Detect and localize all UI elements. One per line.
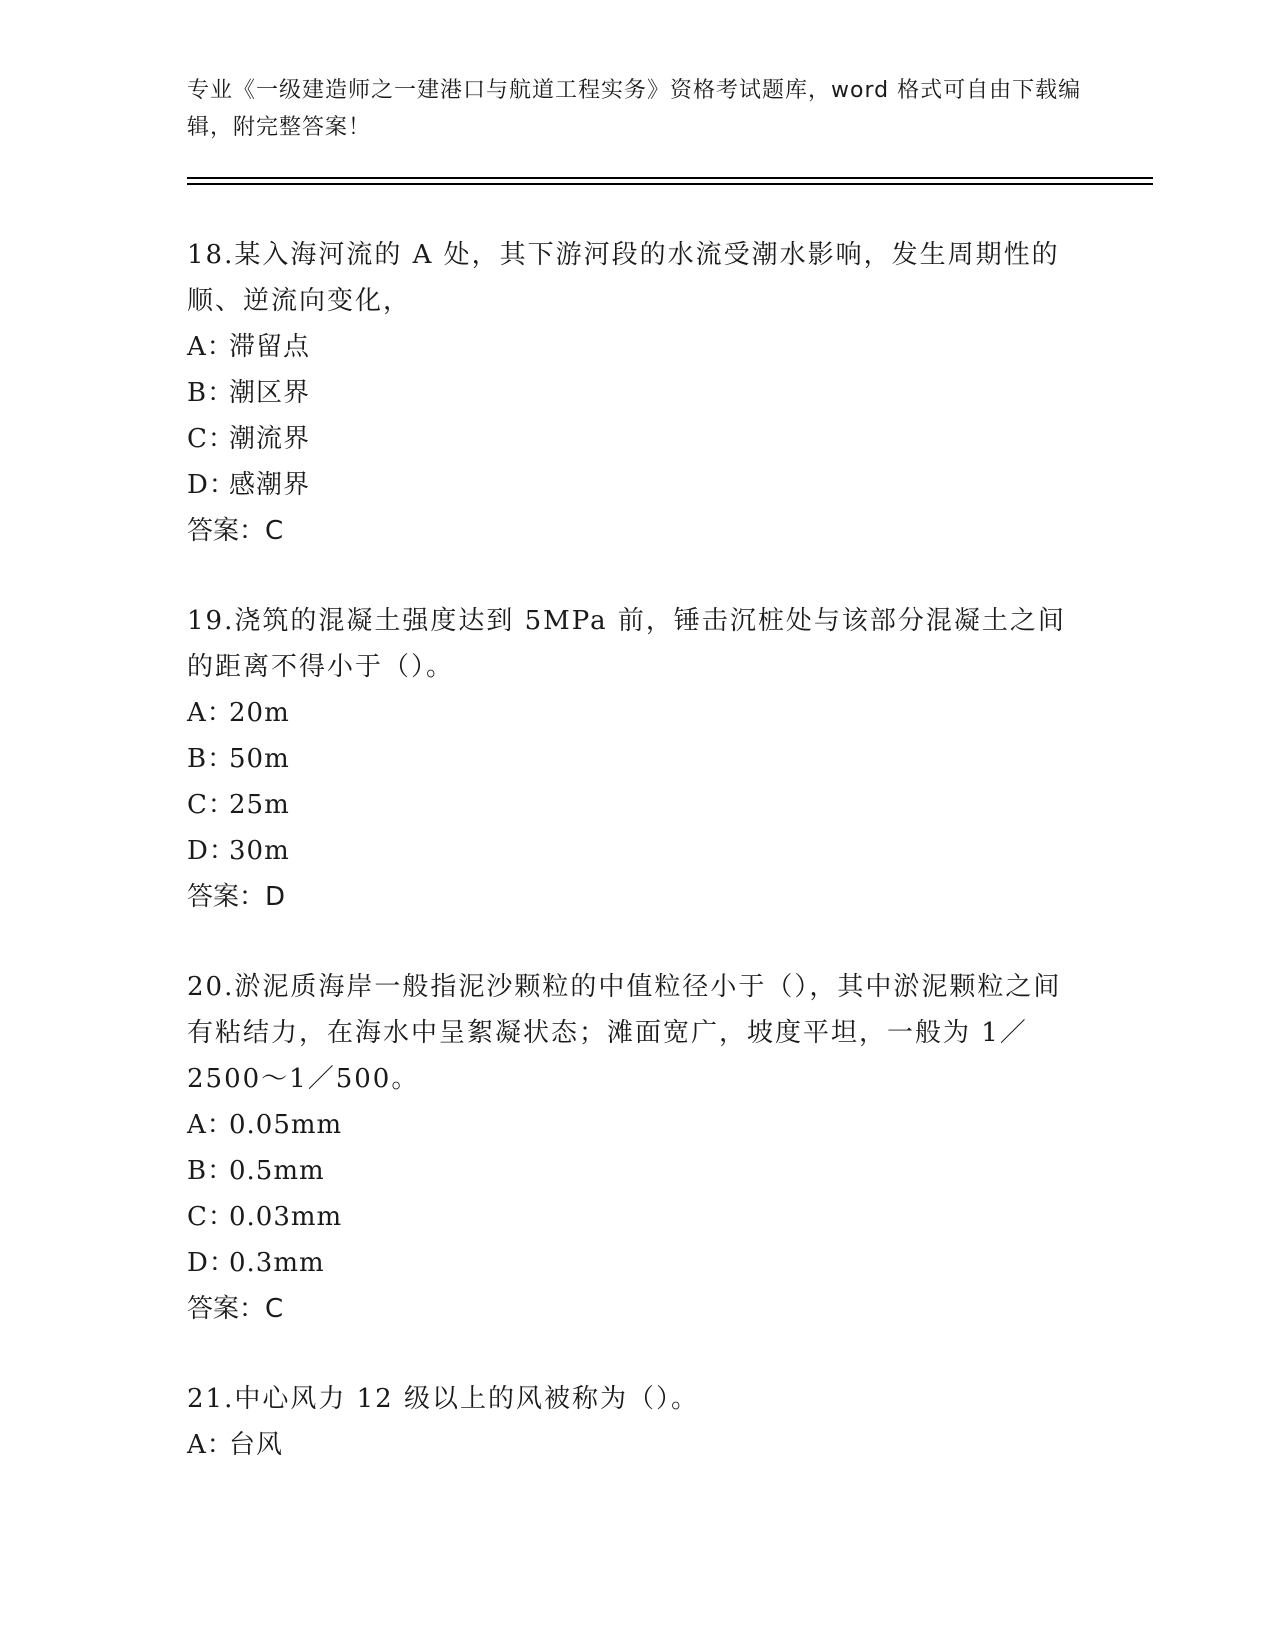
answer-line	[187, 508, 1087, 554]
question-stem: 20.淤泥质海岸一般指泥沙颗粒的中值粒径小于（），其中淤泥颗粒之间有粘结力，在海水中呈絮凝状态；滩面宽广，坡度平坦，一般为 1／2500～1／500。	[187, 972, 1062, 1094]
answer-prefix: 答案：	[187, 516, 266, 546]
option-text: 感潮界	[229, 470, 311, 500]
option-text: 0.5mm	[229, 1156, 325, 1186]
option-b	[187, 736, 1087, 782]
option-a	[187, 1102, 1087, 1148]
option-a	[187, 1422, 1087, 1468]
option-text: 0.05mm	[229, 1110, 343, 1140]
option-letter: C：	[187, 1202, 235, 1232]
option-text: 50m	[229, 744, 290, 774]
option-d	[187, 1240, 1087, 1286]
option-letter: A：	[187, 698, 234, 728]
question-stem: 18.某入海河流的 A 处，其下游河段的水流受潮水影响，发生周期性的顺、逆流向变化，	[187, 240, 1060, 316]
answer-value: C	[265, 1294, 284, 1324]
document-header	[187, 72, 1087, 146]
answer-line	[187, 1286, 1087, 1332]
question-stem: 19.浇筑的混凝土强度达到 5MPa 前，锤击沉桩处与该部分混凝土之间的距离不得小于（）。	[187, 606, 1066, 682]
option-text: 25m	[229, 790, 290, 820]
option-text: 台风	[229, 1430, 284, 1460]
option-d	[187, 828, 1087, 874]
option-text: 潮流界	[229, 424, 311, 454]
answer-value: C	[265, 516, 284, 546]
option-text: 20m	[229, 698, 290, 728]
header-rule-bottom	[187, 183, 1153, 185]
answer-prefix: 答案：	[187, 1294, 266, 1324]
option-c	[187, 782, 1087, 828]
option-letter: D：	[187, 1248, 236, 1278]
option-letter: A：	[187, 1110, 234, 1140]
question-18	[187, 232, 1087, 554]
answer-prefix: 答案：	[187, 882, 266, 912]
option-text: 滞留点	[229, 332, 311, 362]
option-letter: C：	[187, 424, 235, 454]
option-b	[187, 1148, 1087, 1194]
header-text: 专业《一级建造师之一建港口与航道工程实务》资格考试题库，word 格式可自由下载编辑，附完整答案！	[187, 78, 1082, 140]
option-text: 潮区界	[229, 378, 311, 408]
option-d	[187, 462, 1087, 508]
option-letter: D：	[187, 836, 236, 866]
answer-value: D	[265, 882, 286, 912]
option-letter: A：	[187, 1430, 234, 1460]
option-letter: B：	[187, 378, 235, 408]
option-text: 30m	[229, 836, 290, 866]
option-letter: B：	[187, 744, 235, 774]
option-letter: C：	[187, 790, 235, 820]
header-rule-top	[187, 177, 1153, 179]
option-b	[187, 370, 1087, 416]
option-text: 0.03mm	[229, 1202, 343, 1232]
option-letter: D：	[187, 470, 236, 500]
question-21	[187, 1376, 1087, 1468]
option-text: 0.3mm	[229, 1248, 325, 1278]
answer-line	[187, 874, 1087, 920]
option-a	[187, 690, 1087, 736]
question-list	[187, 232, 1087, 1512]
option-letter: B：	[187, 1156, 235, 1186]
option-c	[187, 1194, 1087, 1240]
option-c	[187, 416, 1087, 462]
question-20	[187, 964, 1087, 1332]
question-19	[187, 598, 1087, 920]
option-a	[187, 324, 1087, 370]
question-stem: 21.中心风力 12 级以上的风被称为（）。	[187, 1384, 699, 1414]
option-letter: A：	[187, 332, 234, 362]
